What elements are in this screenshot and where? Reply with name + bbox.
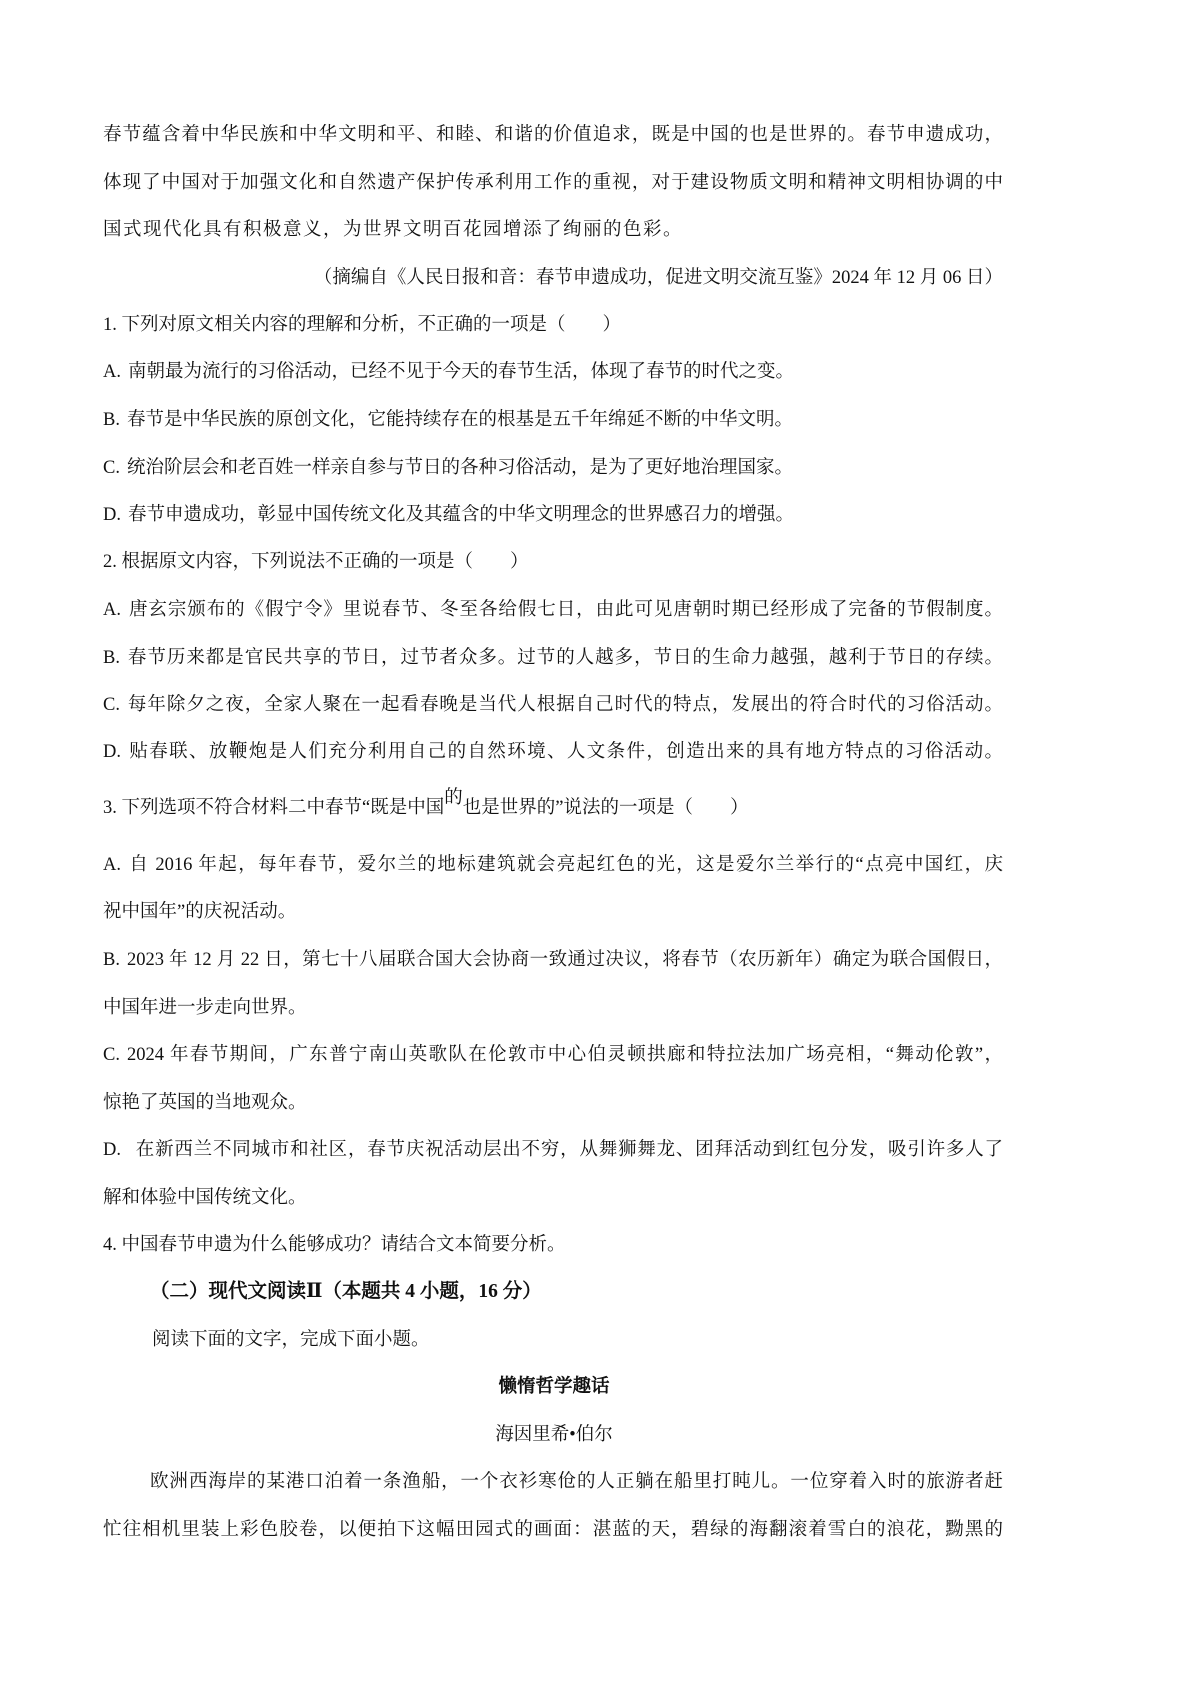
article-line: 欧洲西海岸的某港口泊着一条渔船，一个衣衫寒伧的人正躺在船里打盹儿。一位穿着入时的旅游者赶 [150, 1472, 1003, 1492]
option-a [103, 358, 1003, 386]
option-text: 2023 年 12 月 22 日，第七十八届联合国大会协商一致通过决议，将春节（农历新年）确定为联合国假日， [126, 950, 1003, 970]
option-label: C. [103, 1045, 120, 1065]
option-text: 在新西兰不同城市和社区，春节庆祝活动层出不穷，从舞狮舞龙、团拜活动到红包分发，吸引许多人了 [135, 1140, 1003, 1160]
question-stem [103, 788, 1003, 822]
article-title: 懒惰哲学趣话 [498, 1377, 610, 1397]
option-b [103, 406, 1003, 434]
option-b [103, 946, 1003, 974]
option-b-continued: 中国年进一步走向世界。 [103, 998, 307, 1018]
stem-part: 也是世界的”说法的一项是（ ） [462, 798, 749, 818]
option-text: 唐玄宗颁布的《假宁令》里说春节、冬至各给假七日，由此可见唐朝时期已经形成了完备的节假制度。 [128, 600, 1003, 620]
option-d [103, 501, 1003, 529]
option-text: 2024 年春节期间，广东普宁南山英歌队在伦敦市中心伯灵顿拱廊和特拉法加广场亮相，“舞动伦敦”， [126, 1045, 1003, 1065]
option-text: 春节是中华民族的原创文化，它能持续存在的根基是五千年绵延不断的中华文明。 [126, 410, 793, 430]
question-stem: 1. 下列对原文相关内容的理解和分析，不正确的一项是（ ） [103, 315, 622, 335]
article-line: 忙往相机里装上彩色胶卷，以便拍下这幅田园式的画面：湛蓝的天，碧绿的海翻滚着雪白的浪花，黝黑的 [103, 1520, 1003, 1540]
source-note: （摘编自《人民日报和音：春节申遗成功，促进文明交流互鉴》2024 年 12 月 06 日） [313, 268, 1003, 288]
option-label: D. [103, 505, 121, 525]
option-label: A. [103, 362, 121, 382]
option-text: 统治阶层会和老百姓一样亲自参与节日的各种习俗活动，是为了更好地治理国家。 [126, 458, 793, 478]
option-text: 贴春联、放鞭炮是人们充分利用自己的自然环境、人文条件，创造出来的具有地方特点的习俗活动。 [128, 742, 1003, 762]
option-text: 南朝最为流行的习俗活动，已经不见于今天的春节生活，体现了春节的时代之变。 [128, 362, 795, 382]
question-stem: 4. 中国春节申遗为什么能够成功？请结合文本简要分析。 [103, 1235, 566, 1255]
option-text: 春节申遗成功，彰显中国传统文化及其蕴含的中华文明理念的世界感召力的增强。 [128, 505, 795, 525]
option-text: 春节历来都是官民共享的节日，过节者众多。过节的人越多，节日的生命力越强，越利于节日的存续。 [126, 648, 1003, 668]
stem-raised-char: 的 [444, 788, 463, 808]
option-d [103, 738, 1003, 766]
option-label: B. [103, 648, 120, 668]
option-c-continued: 惊艳了英国的当地观众。 [103, 1093, 307, 1113]
option-label: A. [103, 600, 121, 620]
stem-part: 3. 下列选项不符合材料二中春节“既是中国 [103, 798, 445, 818]
option-text: 每年除夕之夜，全家人聚在一起看春晚是当代人根据自己时代的特点，发展出的符合时代的习俗活动。 [126, 695, 1003, 715]
option-c [103, 454, 1003, 482]
section-instruction: 阅读下面的文字，完成下面小题。 [152, 1330, 430, 1350]
option-label: C. [103, 458, 120, 478]
paragraph-line: 春节蕴含着中华民族和中华文明和平、和睦、和谐的价值追求，既是中国的也是世界的。春节申遗成功， [103, 125, 1003, 145]
option-a-continued: 祝中国年”的庆祝活动。 [103, 902, 297, 922]
article-author: 海因里希•伯尔 [495, 1425, 613, 1445]
option-label: D. [103, 742, 121, 762]
option-label: B. [103, 950, 120, 970]
option-d-continued: 解和体验中国传统文化。 [103, 1188, 307, 1208]
option-label: A. [103, 855, 121, 875]
section-heading: （二）现代文阅读Ⅱ（本题共 4 小题，16 分） [150, 1281, 542, 1302]
paragraph-line: 体现了中国对于加强文化和自然遗产保护传承利用工作的重视，对于建设物质文明和精神文明相协调的中 [103, 173, 1003, 193]
option-a [103, 596, 1003, 624]
option-text: 自 2016 年起，每年春节，爱尔兰的地标建筑就会亮起红色的光，这是爱尔兰举行的“点亮中国红，庆 [128, 855, 1003, 875]
option-b [103, 644, 1003, 672]
option-label: C. [103, 695, 120, 715]
paragraph-line: 国式现代化具有积极意义，为世界文明百花园增添了绚丽的色彩。 [103, 220, 684, 240]
option-label: B. [103, 410, 120, 430]
question-stem: 2. 根据原文内容，下列说法不正确的一项是（ ） [103, 552, 529, 572]
option-a [103, 851, 1003, 879]
option-c [103, 691, 1003, 719]
option-label: D. [103, 1140, 121, 1160]
option-c [103, 1041, 1003, 1069]
option-d [103, 1136, 1003, 1164]
